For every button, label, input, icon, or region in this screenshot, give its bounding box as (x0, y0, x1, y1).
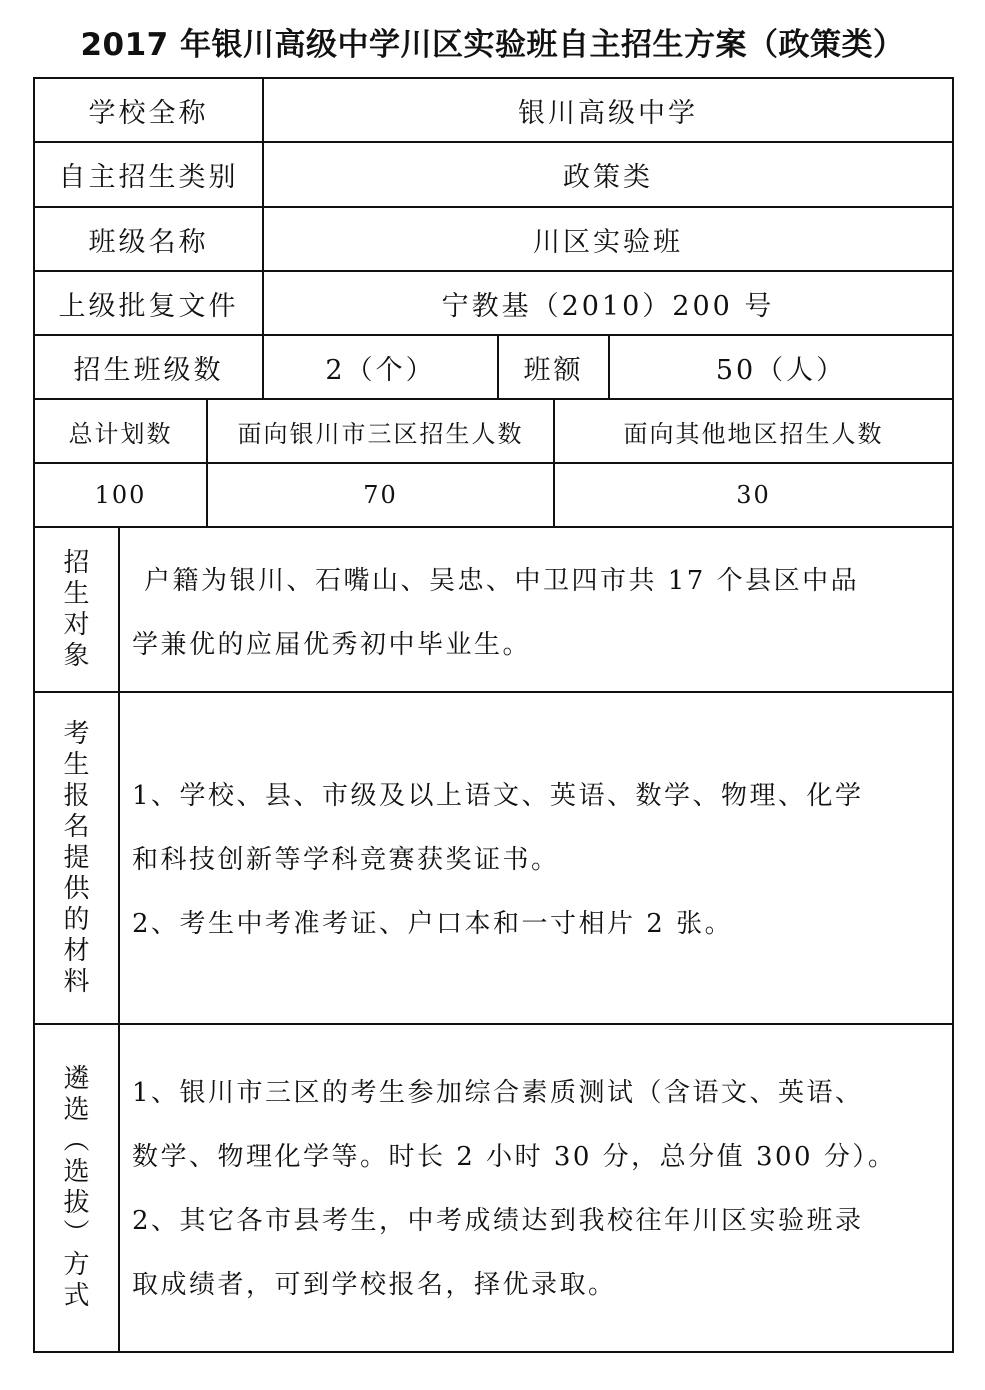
other-quota-label: 面向其他地区招生人数 (623, 419, 884, 448)
materials-label-char: 考 (63, 718, 90, 749)
materials-label-char: 供 (63, 873, 90, 904)
table-rule (33, 691, 954, 693)
selection-label-char: 方 (63, 1250, 90, 1280)
target-label-char: 招 (63, 547, 90, 578)
selection-text (132, 1061, 947, 1317)
class-count-value: 2（个） (325, 354, 436, 386)
selection-line: 取成绩者，可到学校报名，择优录取。 (132, 1270, 617, 1300)
approval-doc-label: 上级批复文件 (58, 290, 239, 322)
table-rule (33, 526, 954, 528)
category-value: 政策类 (563, 162, 653, 193)
other-quota-value: 30 (736, 481, 771, 509)
materials-label-char: 提 (63, 842, 90, 873)
selection-line: 1、银川市三区的考生参加综合素质测试（含语文、英语、 (132, 1078, 864, 1108)
selection-label-char: ︵ (63, 1126, 90, 1156)
materials-label-char: 名 (63, 811, 90, 842)
class-name-label: 班级名称 (88, 226, 209, 258)
category-label: 自主招生类别 (58, 162, 239, 193)
class-name-value: 川区实验班 (533, 226, 683, 258)
table-rule (118, 526, 120, 1353)
materials-line: 1、学校、县、市级及以上语文、英语、数学、物理、化学 (132, 781, 864, 811)
selection-label-char: ︶ (63, 1219, 90, 1249)
target-label (35, 528, 118, 691)
target-label-char: 对 (63, 609, 90, 640)
class-count-label: 招生班级数 (73, 354, 224, 386)
total-plan-value: 100 (94, 481, 147, 509)
selection-label-char: 选 (63, 1095, 90, 1125)
target-label-char: 生 (63, 578, 90, 609)
school-name-value: 银川高级中学 (518, 97, 698, 129)
target-line: 户籍为银川、石嘴山、吴忠、中卫四市共 17 个县区中品 (144, 566, 860, 596)
selection-label-char: 式 (63, 1281, 90, 1311)
materials-label-char: 生 (63, 749, 90, 780)
class-size-label: 班额 (523, 354, 584, 386)
school-name-label: 学校全称 (88, 97, 209, 129)
materials-label-char: 材 (63, 935, 90, 966)
document-title: 2017 年银川高级中学川区实验班自主招生方案（政策类） (80, 27, 905, 63)
table-rule (33, 1351, 954, 1353)
selection-label (35, 1025, 118, 1351)
selection-line: 数学、物理化学等。时长 2 小时 30 分，总分值 300 分）。 (132, 1142, 897, 1172)
selection-label-char: 拔 (63, 1188, 90, 1218)
materials-text (132, 764, 947, 956)
table-rule (952, 77, 954, 1353)
yinchuan-quota-value: 70 (363, 481, 398, 509)
materials-line: 2、考生中考准考证、户口本和一寸相片 2 张。 (132, 909, 734, 939)
total-plan-label: 总计划数 (68, 419, 173, 448)
target-text (132, 549, 947, 677)
materials-label-char: 报 (63, 780, 90, 811)
materials-label-char: 的 (63, 904, 90, 935)
yinchuan-quota-label: 面向银川市三区招生人数 (237, 419, 524, 448)
selection-label-char: 遴 (63, 1064, 90, 1094)
materials-label (35, 693, 118, 1023)
approval-doc-value: 宁教基（2010）200 号 (441, 290, 775, 322)
materials-line: 和科技创新等学科竞赛获奖证书。 (132, 845, 560, 875)
table-rule (33, 1023, 954, 1025)
class-size-value: 50（人） (715, 354, 847, 386)
target-line: 学兼优的应届优秀初中毕业生。 (132, 630, 532, 660)
target-label-char: 象 (63, 640, 90, 671)
materials-label-char: 料 (63, 966, 90, 997)
selection-label-char: 选 (63, 1157, 90, 1187)
selection-line: 2、其它各市县考生，中考成绩达到我校往年川区实验班录 (132, 1206, 864, 1236)
